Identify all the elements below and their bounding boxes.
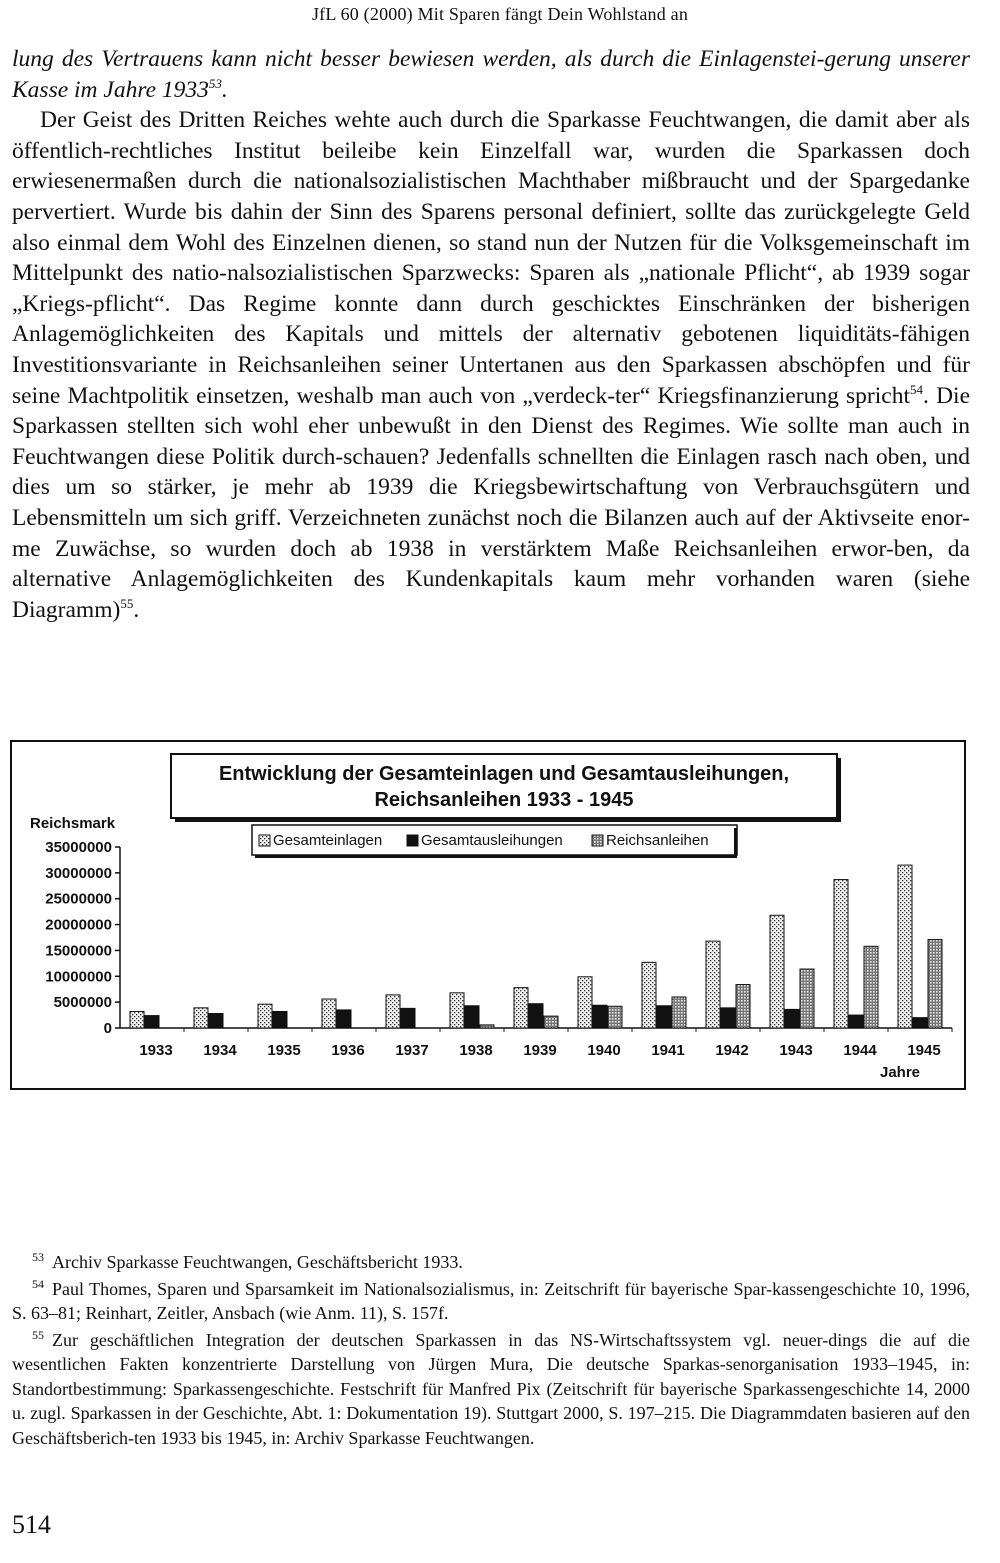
bar-gesamtausleihungen-1936 xyxy=(337,1010,351,1028)
bar-gesamteinlagen-1936 xyxy=(322,999,336,1028)
chart-title-line-1: Entwicklung der Gesamteinlagen und Gesamtausleihungen, xyxy=(218,763,790,785)
paragraph-text: Der Geist des Dritten Reiches wehte auch durch die Sparkasse Feuchtwangen, die damit aber als öffentlich-rechtliches Institut beileibe kein Einzelfall war, wurden die Sparkassen doch erwiesenermaßen durch die nationalsozialistischen Machthaber mißbraucht und der Spargedanke pervertiert. Wurde bis dahin der Sinn des Sparens personal definiert, sollte das zurückgelegte Geld also einmal dem Wohl des Einzelnen dienen, so stand nun der Nutzen für die Volksgemeinschaft im Mittelpunkt des natio-nalsozialistischen Sparzwecks: Sparen als „nationale Pflicht“, ab 1939 sogar „Kriegs-pflicht“. Das Regime konnte dann durch geschicktes Einschränken der bisherigen Anlagemöglichkeiten des Kapitals und mittels der alternativ gebotenen liquiditäts-fähigen Investitionsvariante in Reichsanleihen seiner Untertanen aus den Sparkassen abschöpfen und für seine Machtpolitik einsetzen, weshalb man auch von „verdeck-ter“ Kriegsfinanzierung spricht xyxy=(12,107,970,409)
bar-reichsanleihen-1942 xyxy=(736,985,750,1028)
legend-label-gesamtausleihungen: Gesamtausleihungen xyxy=(421,832,563,849)
footnote-text: Paul Thomes, Sparen und Sparsamkeit im Nationalsozialismus, in: Zeitschrift für bayerische Spar-kassengeschichte 10, 1996, S. 63–81; Reinhart, Zeitler, Ansbach (wie Anm. 11), S. 157f. xyxy=(12,1278,970,1323)
bar-gesamtausleihungen-1937 xyxy=(401,1008,415,1028)
bar-gesamteinlagen-1935 xyxy=(258,1004,272,1028)
paragraph-text: lung des Vertrauens kann nicht besser bewiesen werden, als durch die Einlagenstei-gerung unserer Kasse im Jahre 1933 xyxy=(12,46,970,103)
footnote-ref[interactable]: 54 xyxy=(910,381,923,397)
bar-reichsanleihen-1938 xyxy=(480,1025,494,1028)
footnote-55 xyxy=(12,1328,970,1451)
bar-gesamtausleihungen-1942 xyxy=(721,1008,735,1028)
chart-figure xyxy=(10,740,966,1090)
bar-gesamteinlagen-1937 xyxy=(386,995,400,1028)
paragraph-text: . xyxy=(133,596,140,623)
bar-reichsanleihen-1943 xyxy=(800,969,814,1028)
footnote-number: 55 xyxy=(32,1327,44,1342)
running-head: JfL 60 (2000) Mit Sparen fängt Dein Wohlstand an xyxy=(311,4,689,24)
y-tick-label: 5000000 xyxy=(53,994,112,1012)
chart-axes xyxy=(45,839,952,1059)
bar-gesamteinlagen-1938 xyxy=(450,993,464,1028)
paragraph-text: . xyxy=(221,76,228,103)
x-tick-label-1933: 1933 xyxy=(139,1042,173,1059)
bar-gesamteinlagen-1934 xyxy=(194,1008,208,1028)
x-tick-label-1944: 1944 xyxy=(843,1042,877,1059)
bar-gesamtausleihungen-1934 xyxy=(209,1014,223,1028)
x-tick-label-1939: 1939 xyxy=(523,1042,557,1059)
paragraph-main xyxy=(12,105,970,625)
paragraph-text: . Die Sparkassen stellten sich wohl eher unbewußt in den Dienst des Regimes. Wie sollte man auch in Feuchtwangen diese Politik durch-schauen? Jedenfalls schnellten die Einlagen rasch nach oben, und dies um so stärker, je mehr ab 1939 die Kriegsbewirtschaftung von Verbrauchsgütern und Lebensmitteln um sich griff. Verzeichneten zunächst noch die Bilanzen auch auf der Aktivseite enor-me Zuwächse, so wurden doch ab 1938 in verstärktem Maße Reichsanleihen erwor-ben, da alternative Anlagemöglichkeiten des Kundenkapitals kaum mehr vorhanden waren (siehe Diagramm) xyxy=(12,382,970,623)
y-tick-label: 20000000 xyxy=(45,916,112,934)
bar-gesamtausleihungen-1944 xyxy=(849,1015,863,1028)
bar-gesamteinlagen-1942 xyxy=(706,941,720,1028)
y-tick-label: 0 xyxy=(103,1020,112,1037)
bar-gesamtausleihungen-1933 xyxy=(145,1016,159,1028)
bar-gesamteinlagen-1939 xyxy=(514,988,528,1028)
bar-gesamtausleihungen-1939 xyxy=(529,1004,543,1028)
bar-gesamtausleihungen-1943 xyxy=(785,1009,799,1028)
x-tick-label-1941: 1941 xyxy=(651,1042,685,1059)
bar-reichsanleihen-1940 xyxy=(608,1006,622,1028)
footnote-number: 54 xyxy=(32,1276,44,1291)
footnotes xyxy=(12,1250,970,1452)
bar-gesamteinlagen-1944 xyxy=(834,880,848,1028)
x-tick-label-1942: 1942 xyxy=(715,1042,749,1059)
bar-gesamteinlagen-1945 xyxy=(898,865,912,1028)
x-tick-label-1938: 1938 xyxy=(459,1042,493,1059)
body-text xyxy=(12,44,970,625)
bar-gesamtausleihungen-1940 xyxy=(593,1005,607,1028)
y-tick-label: 35000000 xyxy=(45,839,112,856)
footnote-54 xyxy=(12,1277,970,1326)
bar-reichsanleihen-1945 xyxy=(928,940,942,1028)
y-tick-label: 15000000 xyxy=(45,942,112,960)
bar-gesamteinlagen-1943 xyxy=(770,915,784,1028)
legend-swatch-gesamteinlagen xyxy=(259,835,270,846)
footnote-number: 53 xyxy=(32,1250,44,1264)
chart-bars xyxy=(130,865,942,1028)
chart-title-line-2: Reichsanleihen 1933 - 1945 xyxy=(374,789,634,811)
footnote-ref[interactable]: 53 xyxy=(208,75,222,91)
legend-label-reichsanleihen: Reichsanleihen xyxy=(606,832,709,849)
footnote-text: Zur geschäftlichen Integration der deutschen Sparkassen in das NS-Wirtschaftssystem vgl. neuer-dings die auf die wesentlichen Fakten konzentrierte Darstellung von Jürgen Mura, Die deutsche Sparkas-senorganisation 1933–1945, in: Standortbestimmung: Sparkassengeschichte. Festschrift für Manfred Pix (Zeitschrift für bayerische Sparkassengeschichte 14, 2000 u. zugl. Sparkassen in der Geschichte, Abt. 1: Dokumentation 19). Stuttgart 2000, S. 197–215. Die Diagrammdaten basieren auf den Geschäftsberich-ten 1933 bis 1945, in: Archiv Sparkasse Feuchtwangen. xyxy=(12,1329,970,1448)
bar-chart xyxy=(12,742,964,1088)
bar-gesamteinlagen-1933 xyxy=(130,1011,144,1028)
x-tick-label-1934: 1934 xyxy=(203,1042,237,1059)
bar-gesamtausleihungen-1941 xyxy=(657,1006,671,1028)
x-tick-label-1936: 1936 xyxy=(331,1042,365,1059)
x-tick-label-1943: 1943 xyxy=(779,1042,813,1059)
y-tick-label: 30000000 xyxy=(45,864,112,882)
chart-legend xyxy=(252,825,737,858)
footnote-text: Archiv Sparkasse Feuchtwangen, Geschäftsbericht 1933. xyxy=(52,1252,463,1272)
y-axis-label: Reichsmark xyxy=(30,815,116,832)
chart-title-box xyxy=(171,754,841,822)
x-tick-label-1935: 1935 xyxy=(267,1042,301,1059)
bar-gesamtausleihungen-1945 xyxy=(913,1018,927,1028)
footnote-53 xyxy=(12,1250,970,1275)
bar-gesamteinlagen-1941 xyxy=(642,962,656,1028)
paragraph-continuation xyxy=(12,44,970,105)
y-tick-label: 25000000 xyxy=(45,890,112,908)
bar-gesamteinlagen-1940 xyxy=(578,977,592,1028)
x-tick-label-1945: 1945 xyxy=(907,1042,941,1059)
x-tick-label-1940: 1940 xyxy=(587,1042,621,1059)
legend-swatch-reichsanleihen xyxy=(592,835,603,846)
legend-swatch-gesamtausleihungen xyxy=(407,835,418,846)
x-tick-label-1937: 1937 xyxy=(395,1042,429,1059)
bar-gesamtausleihungen-1935 xyxy=(273,1011,287,1028)
y-tick-label: 10000000 xyxy=(45,968,112,986)
footnote-ref[interactable]: 55 xyxy=(120,595,134,611)
bar-reichsanleihen-1939 xyxy=(544,1016,558,1028)
page-number: 514 xyxy=(12,1510,51,1539)
legend-label-gesamteinlagen: Gesamteinlagen xyxy=(273,832,383,849)
bar-reichsanleihen-1944 xyxy=(864,946,878,1028)
bar-gesamtausleihungen-1938 xyxy=(465,1006,479,1028)
x-axis-label: Jahre xyxy=(880,1064,921,1081)
bar-reichsanleihen-1941 xyxy=(672,997,686,1028)
